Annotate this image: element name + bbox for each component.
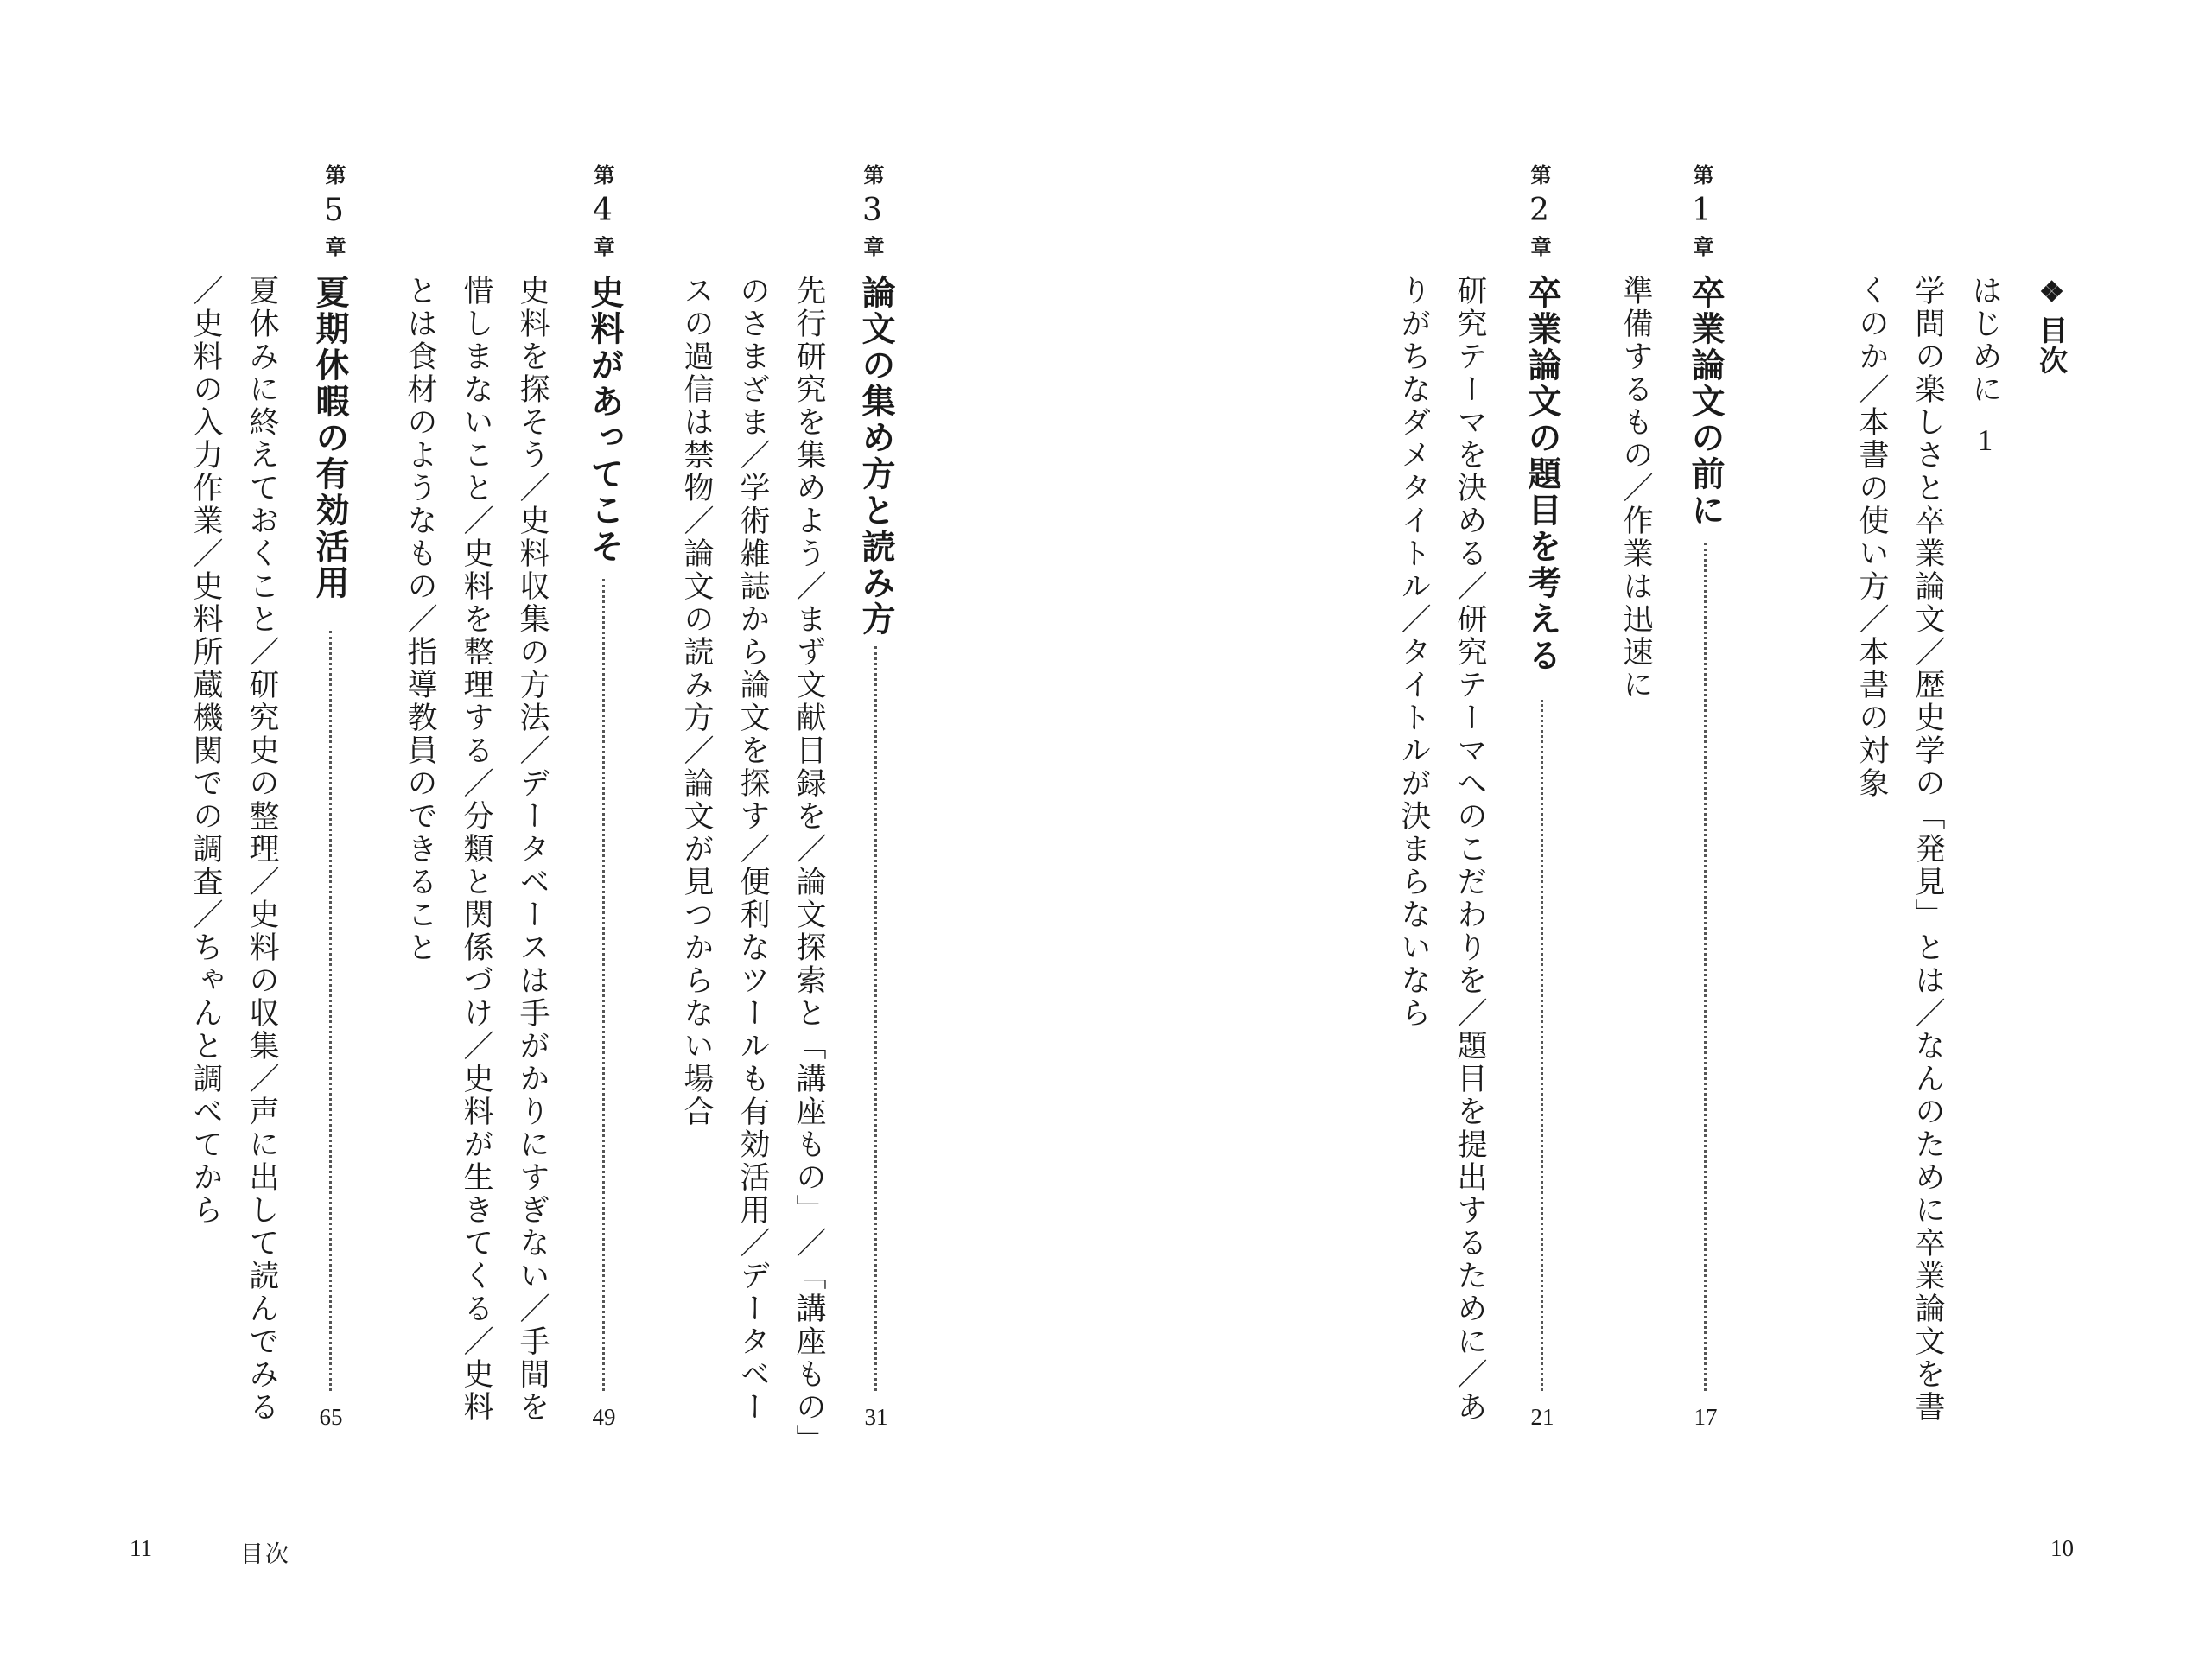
chapter-1-leader bbox=[1704, 543, 1707, 1391]
chapter-prefix: 第 bbox=[860, 164, 885, 187]
chapter-3-leader bbox=[874, 646, 877, 1391]
chapter-prefix: 第 bbox=[321, 164, 346, 187]
chapter-2-page[interactable]: 21 bbox=[1530, 1404, 1554, 1430]
chapter-5-line-2: ／史料の入力作業／史料所蔵機関での調査／ちゃんと調べてから bbox=[188, 275, 223, 1227]
chapter-4-title[interactable]: 史料があってこそ bbox=[585, 275, 625, 565]
intro-title: はじめに bbox=[1967, 275, 2002, 406]
chapter-2-title[interactable]: 卒業論文の題目を考える bbox=[1522, 275, 1562, 674]
chapter-suffix: 章 bbox=[860, 236, 885, 259]
chapter-4-line-2: 惜しまないこと／史料を整理する／分類と関係づけ／史料が生きてくる／史料 bbox=[459, 275, 493, 1424]
chapter-number: 1 bbox=[1684, 193, 1719, 231]
chapter-5-label bbox=[316, 164, 352, 259]
chapter-1-label bbox=[1686, 164, 1717, 259]
intro-line-2: くのか／本書の使い方／本書の対象 bbox=[1854, 275, 1889, 800]
chapter-prefix: 第 bbox=[1689, 164, 1714, 187]
chapter-suffix: 章 bbox=[321, 236, 346, 259]
chapter-3-line-2: のさまざま／学術雑誌から論文を探す／便利なツールも有効活用／データベー bbox=[735, 275, 770, 1424]
chapter-suffix: 章 bbox=[590, 236, 615, 259]
chapter-4-page[interactable]: 49 bbox=[592, 1404, 616, 1430]
chapter-5-line-1: 夏休みに終えておくこと／研究史の整理／史料の収集／声に出して読んでみる bbox=[245, 275, 279, 1424]
chapter-3-line-1: 先行研究を集めよう／まず文献目録を／論文探索と「講座もの」／「講座もの」 bbox=[791, 275, 826, 1457]
chapter-5-title[interactable]: 夏期休暇の有効活用 bbox=[310, 275, 350, 601]
chapter-number: 5 bbox=[316, 193, 352, 231]
chapter-4-label bbox=[587, 164, 618, 259]
chapter-5-page[interactable]: 65 bbox=[319, 1404, 343, 1430]
toc-title: 目次 bbox=[2035, 315, 2069, 376]
chapter-1-page[interactable]: 17 bbox=[1694, 1404, 1718, 1430]
running-title: 目次 bbox=[240, 1541, 290, 1568]
chapter-1-title[interactable]: 卒業論文の前に bbox=[1686, 275, 1726, 529]
chapter-suffix: 章 bbox=[1689, 236, 1714, 259]
chapter-2-leader bbox=[1541, 700, 1543, 1391]
right-page-number: 10 bbox=[2050, 1535, 2074, 1561]
chapter-3-label bbox=[855, 164, 890, 259]
chapter-2-line-2: りがちなダメタイトル／タイトルが決まらないなら bbox=[1396, 275, 1431, 1030]
intro-line-1: 学問の楽しさと卒業論文／歴史学の「発見」とは／なんのために卒業論文を書 bbox=[1910, 275, 1945, 1424]
chapter-5-leader bbox=[329, 631, 332, 1391]
chapter-prefix: 第 bbox=[590, 164, 615, 187]
intro-entry[interactable] bbox=[1969, 275, 2000, 460]
chapter-number: 4 bbox=[585, 193, 620, 231]
chapter-suffix: 章 bbox=[1527, 236, 1552, 259]
left-page-number: 11 bbox=[130, 1535, 152, 1561]
toc-heading bbox=[2035, 275, 2069, 376]
right-page bbox=[1106, 0, 2212, 1664]
chapter-3-page[interactable]: 31 bbox=[864, 1404, 888, 1430]
diamond-icon: ❖ bbox=[2035, 275, 2069, 310]
intro-page: 1 bbox=[1968, 423, 2002, 460]
chapter-2-label bbox=[1522, 164, 1557, 259]
chapter-prefix: 第 bbox=[1527, 164, 1552, 187]
chapter-4-line-1: 史料を探そう／史料収集の方法／データベースは手がかりにすぎない／手間を bbox=[515, 275, 550, 1424]
chapter-number: 3 bbox=[855, 193, 890, 231]
chapter-4-leader bbox=[602, 579, 605, 1391]
chapter-3-title[interactable]: 論文の集め方と読み方 bbox=[856, 275, 896, 638]
chapter-4-line-3: とは食材のようなもの／指導教員のできること bbox=[403, 275, 437, 964]
chapter-2-line-1: 研究テーマを決める／研究テーマへのこだわりを／題目を提出するために／あ bbox=[1452, 275, 1487, 1424]
chapter-3-line-3: スの過信は禁物／論文の読み方／論文が見つからない場合 bbox=[679, 275, 714, 1128]
chapter-1-line-1: 準備するもの／作業は迅速に bbox=[1618, 275, 1653, 702]
chapter-number: 2 bbox=[1522, 193, 1557, 231]
